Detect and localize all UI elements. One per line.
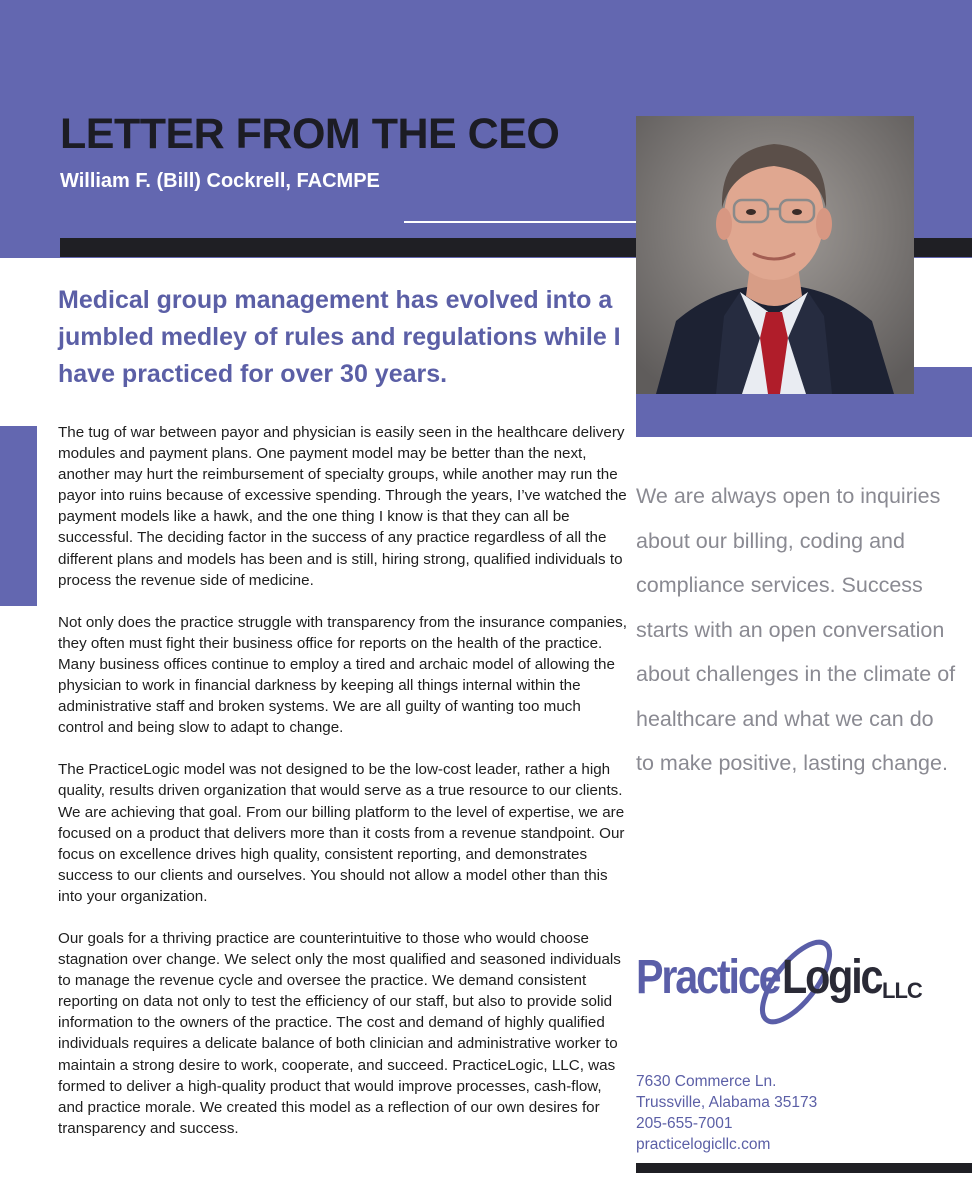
logo-word-logic: Logic [782, 951, 882, 1004]
website-link[interactable]: practicelogicllc.com [636, 1136, 771, 1153]
body-paragraph: Our goals for a thriving practice are counterintuitive to those who would choose stagnation over change. We select only the most qualified and seasoned individuals to manage the revenue cycle and oversee the practice. We demand consistent reporting on data not only to test the efficiency of our staff, but also to provide solid information to the owners of the practice. The cost and demand of highly qualified individuals requires a delicate balance of both clinician and administrative worker to maintain a strong desire to work, cooperate, and succeed. PracticeLogic, LLC, was formed to deliver a high-quality product that would improve processes, cash-flow, and practice morale. We created this model as a reflection of our own desires for transparency and success. [58, 929, 621, 1137]
sidebar-quote: We are always open to inquiries about our billing, coding and compliance services. Success starts with an open conversation about challenges in the climate of healthcare and what we can do to make positive, lasting change. [636, 484, 956, 775]
address-phone: 205-655-7001 [636, 1115, 733, 1132]
body-paragraph: Not only does the practice struggle with transparency from the insurance companies, they often must fight their business office for reports on the health of the practice. Many business offices continue to employ a tired and archaic model of allowing the physician to work in financial darkness by keeping all things internal within the administrative staff and broken systems. We are all guilty of wanting too much control and being slow to adapt to change. [58, 613, 627, 737]
logo-suffix-llc: LLC [882, 978, 922, 1003]
letter-body [58, 422, 630, 1160]
header-divider [404, 221, 636, 223]
practicelogic-logo [636, 930, 922, 1026]
pull-quote: Medical group management has evolved into a jumbled medley of rules and regulations while I have practiced for over 30 years. [58, 286, 621, 388]
body-paragraph: The PracticeLogic model was not designed to be the low-cost leader, rather a high quality, results driven organization that would serve as a true resource to our clients. We are achieving that goal. From our billing platform to the level of expertise, we are focused on a product that delivers more than it costs from a revenue standpoint. Our focus on excellence drives high quality, consistent reporting, and demonstrates success to our clients and ourselves. You should not allow a model other than this into your organization. [58, 761, 625, 905]
address-city: Trussville, Alabama 35173 [636, 1094, 818, 1111]
body-paragraph: The tug of war between payor and physician is easily seen in the healthcare delivery modules and payment plans. One payment model may be better than the next, another may hurt the reimbursement of specialty groups, while another may run the payor into ruins because of excessive spending. Through the years, I’ve watched the payment models like a hawk, and the one thing I know is that they can all be successful. The deciding factor in the success of any practice regardless of all the different plans and models has been and is still, hiring strong, qualified individuals to process the revenue side of medicine. [58, 424, 627, 589]
left-accent-tab [0, 426, 37, 606]
page-title: LETTER FROM THE CEO [60, 110, 560, 158]
logo-word-practice: Practice [636, 951, 780, 1004]
author-name: William F. (Bill) Cockrell, FACMPE [60, 170, 380, 192]
ceo-portrait [636, 116, 914, 394]
contact-address [636, 1071, 817, 1155]
footer-black-bar [636, 1163, 972, 1173]
address-street: 7630 Commerce Ln. [636, 1073, 777, 1090]
portrait-illustration [636, 116, 914, 394]
